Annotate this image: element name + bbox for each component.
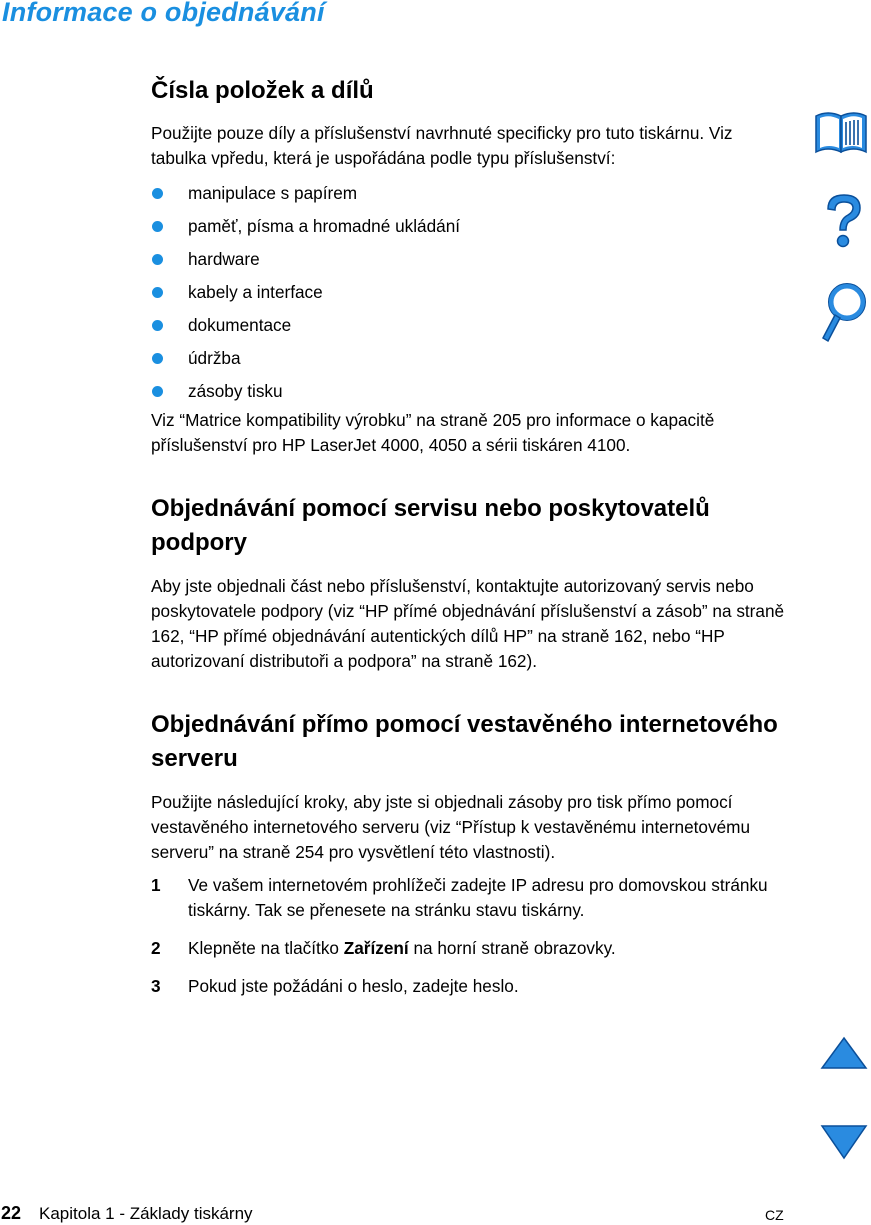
device-button-label: Zařízení [343, 938, 409, 958]
bullet-icon [152, 287, 163, 298]
bullet-icon [152, 386, 163, 397]
main-content [151, 74, 791, 1012]
step-item [151, 873, 791, 923]
step-number: 2 [151, 938, 161, 958]
bullet-icon [152, 353, 163, 364]
list-item: dokumentace [151, 313, 791, 346]
bullet-icon [152, 188, 163, 199]
web-server-order-text: Použijte následující kroky, aby jste si objednali zásoby pro tisk přímo pomocí vestavěného internetového serveru (viz “Přístup k vestavěnému internetovému serveru” na straně 254 pro vysvětlení této vlastnosti). [151, 792, 751, 862]
magnifier-icon[interactable] [818, 282, 868, 344]
bullet-icon [152, 320, 163, 331]
step-number: 3 [151, 976, 161, 996]
book-icon[interactable] [812, 108, 870, 156]
page-footer [0, 1201, 871, 1225]
step-text-pre: Klepněte na tlačítko [188, 938, 344, 958]
service-order-text: Aby jste objednali část nebo příslušenství, kontaktujte autorizovaný servis nebo poskytovatele podpory (viz “HP přímé objednávání příslušenství a zásob” na straně 162, “HP přímé objednávání autentických dílů HP” na straně 162, nebo “HP autorizovaní distributoři a podpora” na straně 162). [151, 576, 785, 671]
step-text: Ve vašem internetovém prohlížeči zadejte IP adresu pro domovskou stránku tiskárny. Tak se přenesete na stránku stavu tiskárny. [188, 875, 768, 920]
down-arrow-icon[interactable] [820, 1124, 868, 1160]
section-heading-service-order: Objednávání pomocí servisu nebo poskytovatelů podpory [151, 495, 710, 556]
up-arrow-icon[interactable] [820, 1036, 868, 1070]
page-number: 22 [1, 1203, 22, 1223]
section-intro: Použijte pouze díly a příslušenství navrhnuté specificky pro tuto tiskárnu. Viz tabulka vpředu, která je uspořádána podle typu příslušenství: [151, 123, 733, 168]
question-icon[interactable] [822, 192, 866, 252]
step-text: Pokud jste požádáni o heslo, zadejte heslo. [188, 976, 519, 996]
bullet-icon [152, 221, 163, 232]
page-title: Informace o objednávání [2, 0, 325, 27]
compatibility-reference: Viz “Matrice kompatibility výrobku” na straně 205 pro informace o kapacitě příslušenství pro HP LaserJet 4000, 4050 a sérii tiskáren 4100. [151, 410, 715, 455]
step-number: 1 [151, 875, 161, 895]
list-item: hardware [151, 247, 791, 280]
step-item [151, 974, 791, 999]
bullet-icon [152, 254, 163, 265]
list-item: kabely a interface [151, 280, 791, 313]
list-item: zásoby tisku [151, 379, 791, 412]
section-heading-web-server-order: Objednávání přímo pomocí vestavěného internetového serveru [151, 711, 778, 772]
accessory-list [151, 181, 791, 412]
list-item: paměť, písma a hromadné ukládání [151, 214, 791, 247]
language-code: CZ [765, 1207, 784, 1223]
step-text-post: na horní straně obrazovky. [408, 938, 616, 958]
step-item [151, 936, 791, 961]
list-item: manipulace s papírem [151, 181, 791, 214]
section-heading-part-numbers: Čísla položek a dílů [151, 77, 374, 104]
chapter-label: Kapitola 1 - Základy tiskárny [39, 1204, 253, 1223]
steps-list [151, 873, 791, 999]
list-item: údržba [151, 346, 791, 379]
